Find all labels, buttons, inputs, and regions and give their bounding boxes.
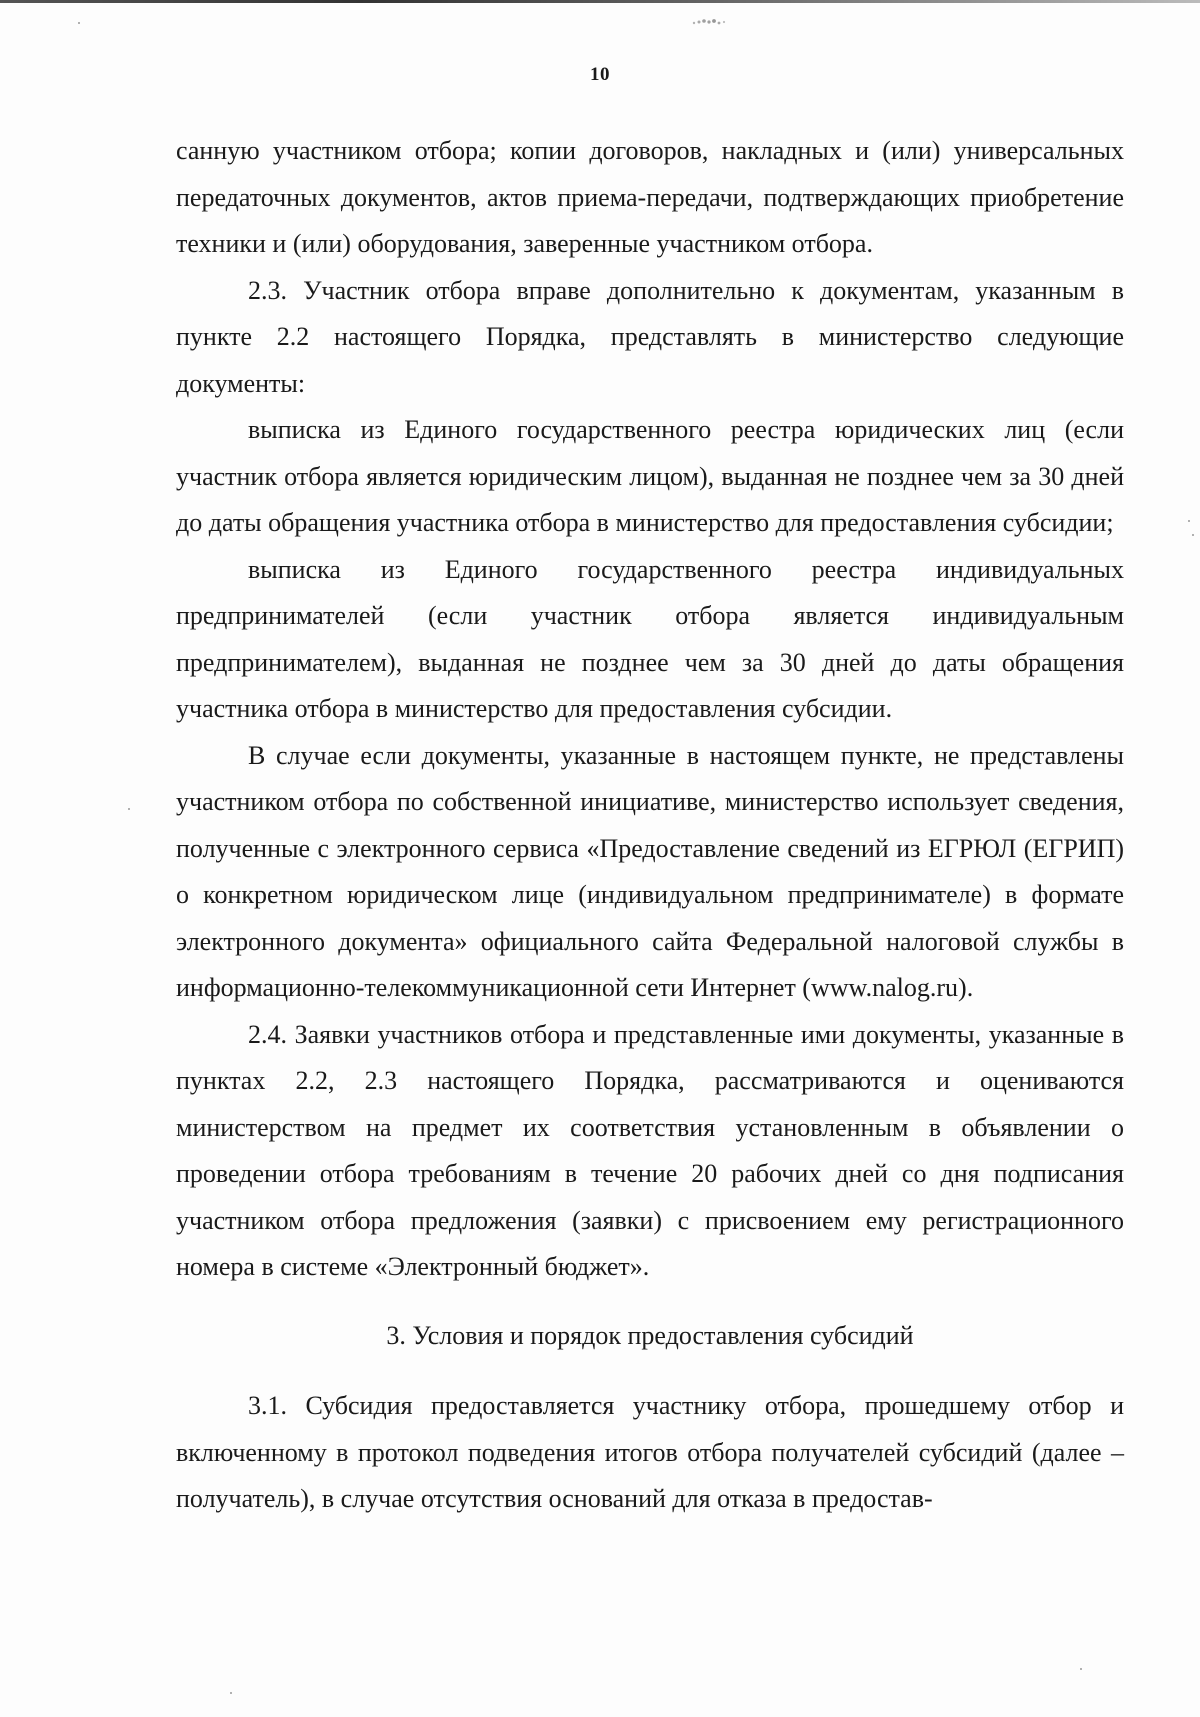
- paragraph-egrip-extract: выписка из Единого государственного реестра индивидуальных предпринимателей (если участник отбора является индивидуальным предпринимателем), выданная не позднее чем за 30 дней до даты обращения участника отбора в министерство для предоставления субсидии.: [176, 554, 1124, 723]
- paragraph-electronic-service: В случае если документы, указанные в настоящем пункте, не представлены участником отбора по собственной инициативе, министерство использует сведения, полученные с электронного сервиса «Предоставление сведений из ЕГРЮЛ (ЕГРИП) о конкретном юридическом лице (индивидуальном предпринимателе) в формате электронного документа» официального сайта Федеральной налоговой службы в информационно-телекоммуникационной сети Интернет (www.nalog.ru).: [176, 740, 1124, 1002]
- scan-speck: [1080, 1668, 1082, 1670]
- paragraph-continuation: санную участником отбора; копии договоров, накладных и (или) универсальных передаточных документов, актов приема-передачи, подтверждающих приобретение техники и (или) оборудования, заверенные участником отбора.: [176, 136, 1124, 258]
- scan-smudge-icon: [690, 16, 730, 28]
- section-heading: 3. Условия и порядок предоставления субсидий: [386, 1320, 914, 1350]
- page-number: 10: [590, 64, 610, 85]
- scan-speck: [230, 1692, 232, 1694]
- document-body: [176, 128, 1124, 1523]
- scan-speck: [128, 808, 130, 810]
- paragraph-3-1: 3.1. Субсидия предоставляется участнику отбора, прошедшему отбор и включенному в протокол подведения итогов отбора получателей субсидий (далее – получатель), в случае отсутствия оснований для отказа в предостав-: [176, 1391, 1124, 1513]
- paragraph-2-3: 2.3. Участник отбора вправе дополнительно к документам, указанным в пункте 2.2 настоящего Порядка, представлять в министерство следующие документы:: [176, 275, 1124, 398]
- scan-speck: [78, 22, 80, 24]
- scan-speck: [1188, 520, 1190, 522]
- paragraph-egrul-extract: выписка из Единого государственного реестра юридических лиц (если участник отбора является юридическим лицом), выданная не позднее чем за 30 дней до даты обращения участника отбора в министерство для предоставления субсидии;: [176, 415, 1124, 537]
- paragraph-2-4: 2.4. Заявки участников отбора и представленные ими документы, указанные в пунктах 2.2, 2.3 настоящего Порядка, рассматриваются и оцениваются министерством на предмет их соответствия установленным в объявлении о проведении отбора требованиям в течение 20 рабочих дней со дня подписания участником отбора предложения (заявки) с присвоением ему регистрационного номера в системе «Электронный бюджет».: [176, 1019, 1124, 1281]
- scan-speck: [1192, 534, 1194, 536]
- scan-edge-line: [0, 0, 1200, 3]
